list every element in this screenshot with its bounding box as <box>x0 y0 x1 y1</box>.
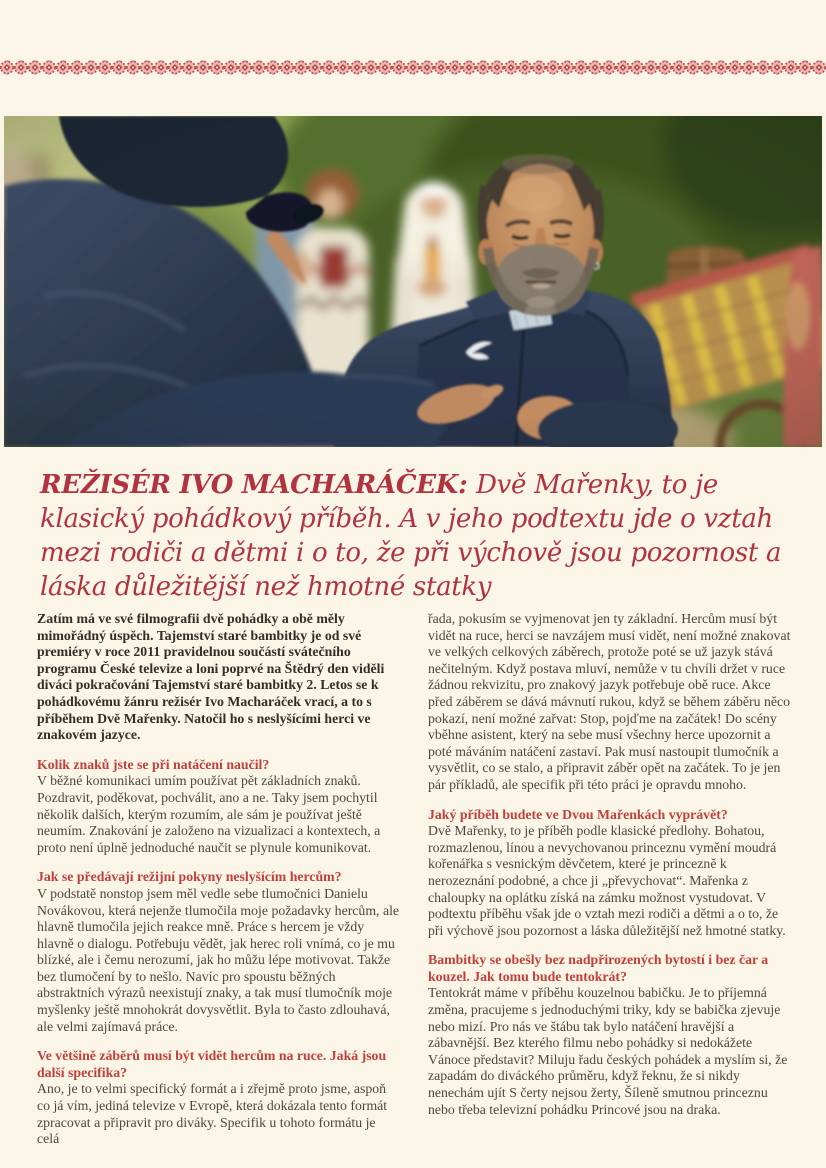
vignette <box>4 116 822 447</box>
question-3: Ve většině záběrů musí být vidět hercům na ruce. Jaká jsou další specifika? <box>37 1048 387 1080</box>
column-right <box>428 611 791 1161</box>
question-4: Jaký příběh budete ve Dvou Mařenkách vyprávět? <box>428 806 728 822</box>
folk-ornament-border <box>0 60 826 75</box>
question-5: Bambitky se obešly bez nadpřirozených bytostí i bez čar a kouzel. Jak tomu bude tentokrát? <box>428 952 769 984</box>
set-photo <box>4 116 822 447</box>
answer-1: V běžné komunikaci umím používat pět základních znaků. Pozdravit, poděkovat, pochválit, ano a ne. Taky jsem pochytil několik dalších, kterým rozumím, ale sám je používat ještě neumím. Znakování je založeno na vizualizaci a kontextech, a proto není úplně jednoduché naučit se plynule komunikovat. <box>37 773 381 855</box>
column-left <box>37 611 400 1161</box>
intro-paragraph: Zatím má ve své filmografii dvě pohádky a obě měly mimořádný úspěch. Tajemství staré bambitky je od své premiéry v roce 2011 pravidelnou součástí svátečního programu České televize a loni poprvé na Štědrý den viděli diváci pokračování Tajemství staré bambitky 2. Letos se k pohádkovému žánru režisér Ivo Macharáček vrací, a to s příběhem Dvě Mařenky. Natočil ho s neslyšícími herci ve znakovém jazyce. <box>37 611 385 743</box>
article-columns <box>37 611 791 1161</box>
answer-2: V podstatě nonstop jsem měl vedle sebe tlumočnici Danielu Novákovou, která nejenže tlumočila moje požadavky hercům, ale hlavně tlumočila jejich reakce mně. Práce s hercem je vždy hlavně o dialogu. Potřebuju vědět, jak herec roli vnímá, co je mu blízké, ale i čemu nerozumí, jak ho můžu lépe motivovat. Takže bez tlumočení by to nešlo. Navíc pro spoustu běžných abstraktních výrazů neexistují znaky, a tak musí tlumočník moje myšlenky ještě mnohokrát dovysvětlit. Byla to často zdlouhavá, ale velmi zajímavá práce. <box>37 885 400 1034</box>
headline-lead: REŽISÉR IVO MACHARÁČEK: <box>40 470 477 500</box>
answer-4: Dvě Mařenky, to je příběh podle klasické předlohy. Bohatou, rozmazlenou, línou a nevychovanou princeznu vymění moudrá kořenářka s vesnickým děvčetem, které je princezně k nerozeznání podobné, a chce ji „převychovat“. Mařenka z chaloupky na oplátku získá na zámku možnost vystudovat. V podtextu příběhu však jde o vztah mezi rodiči a dětmi a o to, že při výchově jsou pozornost a láska důležitější než hmotné statky. <box>428 823 786 938</box>
question-2: Jak se předávají režijní pokyny neslyšícím hercům? <box>37 869 342 885</box>
answer-3-part-2: řada, pokusím se vyjmenovat jen ty základní. Hercům musí být vidět na ruce, herci se navzájem musí vidět, není možné znakovat ve velkých celkových záběrech, protože poté se už jazyk stává nečitelným. Když postava mluví, nemůže v tu chvíli držet v ruce žádnou rekvizitu, pro znakový jazyk potřebuje obě ruce. Akce před záběrem se dává mávnutí rukou, když se během záběru něco pokazí, není možné zařvat: Stop, pojďme na začátek! Do scény vběhne asistent, který na sebe musí všechny herce upozornit a poté máváním natáčení zastaví. Pak musí nastoupit tlumočník a vysvětlit, co se stalo, a připravit záběr opět na začátek. To je jen pár příkladů, ale specifik při této práci je opravdu mnoho. <box>428 611 791 792</box>
headline-rest: Dvě Mařenky, to je klasický pohádkový příběh. A v jeho podtextu jde o vztah mezi rodiči a dětmi i o to, že při výchově jsou pozornost a láska důležitější než hmotné statky <box>40 470 782 602</box>
headline <box>40 468 788 604</box>
answer-3-part-1: Ano, je to velmi specifický formát a i zřejmě proto jsme, aspoň co já vím, jediná televize v Evropě, která dokázala tento formát zpracovat a připravit pro diváky. Specifik u tohoto formátu je celá <box>37 1081 388 1147</box>
answer-5: Tentokrát máme v příběhu kouzelnou babičku. Je to příjemná změna, pracujeme s jednoduchými triky, kdy se babička zjevuje nebo mizí. Pro nás ve štábu tak bylo natáčení hravější a zábavnější. Bez kterého filmu nebo pohádky si nedokážete Vánoce představit? Miluju řadu českých pohádek a myslím si, že zapadám do diváckého průměru, když řeknu, že si nikdy nenechám ujít S čerty nejsou žerty, Šíleně smutnou princeznu nebo třeba televizní pohádku Princové jsou na draka. <box>428 985 788 1117</box>
question-1: Kolik znaků jste se při natáčení naučil? <box>37 756 270 772</box>
